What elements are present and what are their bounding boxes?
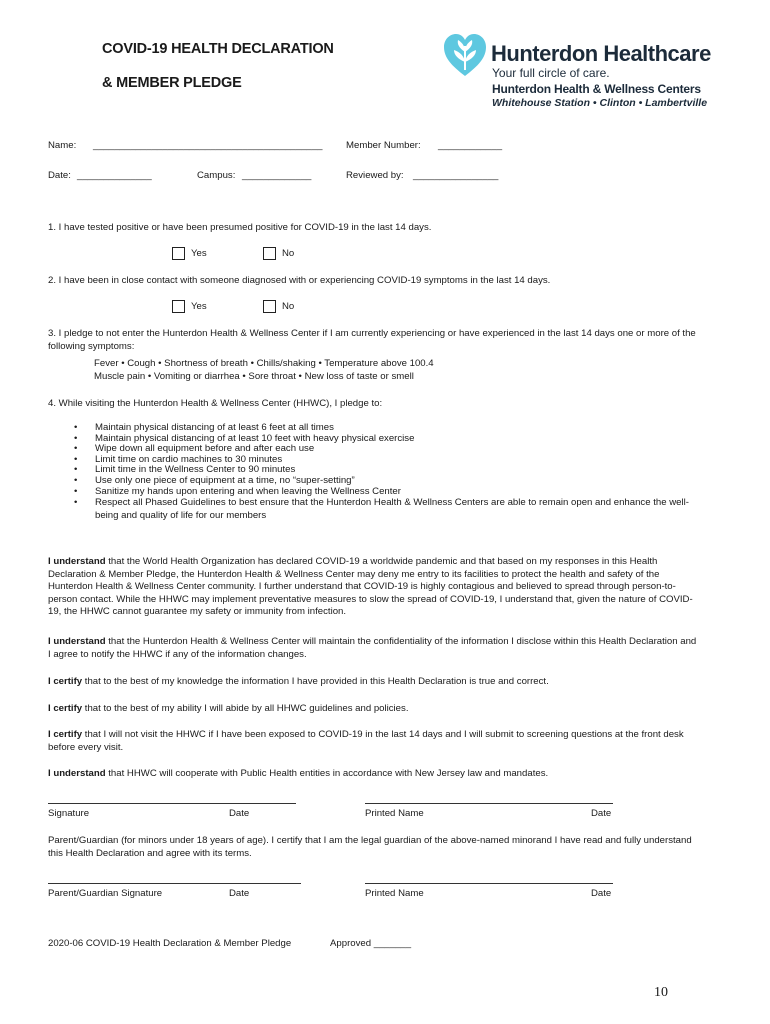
q1-no-checkbox[interactable] xyxy=(263,247,276,260)
heart-logo-icon xyxy=(444,34,486,78)
q2-yes-checkbox[interactable] xyxy=(172,300,185,313)
question-2: 2. I have been in close contact with someone diagnosed with or experiencing COVID-19 symptoms in the last 14 days. xyxy=(48,275,551,286)
title-line-1: COVID-19 HEALTH DECLARATION xyxy=(102,41,334,57)
statement-6-text: that HHWC will cooperate with Public Health entities in accordance with New Jersey law and mandates. xyxy=(105,768,549,779)
q2-no-label: No xyxy=(282,301,295,312)
campus-field[interactable]: _____________ xyxy=(242,170,312,181)
q1-yes-option[interactable] xyxy=(172,247,207,260)
logo-tagline: Your full circle of care. xyxy=(492,66,610,80)
guardian-signature-label: Parent/Guardian Signature xyxy=(48,888,163,899)
page-number: 10 xyxy=(654,985,668,1000)
guardian-statement: Parent/Guardian (for minors under 18 years of age). I certify that I am the legal guardian of the above-named minorand I have read and fully understand this Health Declaration and agree with its terms. xyxy=(48,835,692,859)
statement-5-text: that I will not visit the HHWC if I have been exposed to COVID-19 in the last 14 days and I will submit to screening questions at the front desk before every visit. xyxy=(48,729,684,753)
date-label: Date: xyxy=(48,170,71,181)
statement-5-lead: I certify xyxy=(48,729,83,740)
pledge-list xyxy=(48,423,708,522)
statement-3-text: that to the best of my knowledge the information I have provided in this Health Declaration is true and correct. xyxy=(82,676,549,687)
statement-2-text: that the Hunterdon Health & Wellness Center will maintain the confidentiality of the information I disclose within this Health Declaration and I agree to notify the HHWC if any of the information changes. xyxy=(48,636,697,660)
logo-name: Hunterdon Healthcare xyxy=(491,41,711,66)
statement-1-text: that the World Health Organization has declared COVID-19 a worldwide pandemic and that based on my responses in this Health Declaration & Member Pledge, the Hunterdon Health & Wellness Center may deny me entry to its facilities to protect the health and safety of the Hunterdon Health & Wellness Center community. I further understand that COVID-19 is highly contagious and believed to spread through person-to-person contact. While the HHWC may implement preventative measures to slow the spread of COVID-19, I understand that, given the nature of COVID-19, the HHWC cannot guarantee my safety or immunity from infection. xyxy=(48,556,693,618)
statement-6 xyxy=(48,768,698,781)
statement-2 xyxy=(48,636,698,661)
printed-name-date-label: Date xyxy=(591,808,612,819)
statement-3 xyxy=(48,676,698,689)
guardian-printed-name-line[interactable] xyxy=(365,883,613,884)
q1-yes-checkbox[interactable] xyxy=(172,247,185,260)
printed-name-line[interactable] xyxy=(365,803,613,804)
member-number-label: Member Number: xyxy=(346,140,421,151)
list-item: • Limit time in the Wellness Center to 90 minutes xyxy=(48,465,708,476)
guardian-signature-line[interactable] xyxy=(48,883,301,884)
date-field[interactable]: ______________ xyxy=(77,170,152,181)
statement-1-lead: I understand xyxy=(48,556,106,567)
signature-date-label: Date xyxy=(229,808,250,819)
reviewed-by-field[interactable]: ________________ xyxy=(413,170,499,181)
statement-4-lead: I certify xyxy=(48,703,83,714)
title-line-2: & MEMBER PLEDGE xyxy=(102,75,242,91)
list-item: • Maintain physical distancing of at least 6 feet at all times xyxy=(48,423,708,434)
signature-label: Signature xyxy=(48,808,90,819)
q1-no-label: No xyxy=(282,248,295,259)
list-item: • Maintain physical distancing of at least 10 feet with heavy physical exercise xyxy=(48,434,708,445)
question-1: 1. I have tested positive or have been presumed positive for COVID-19 in the last 14 days. xyxy=(48,222,432,233)
statement-3-lead: I certify xyxy=(48,676,83,687)
name-field[interactable]: ___________________________________________ xyxy=(93,140,323,151)
question-4: 4. While visiting the Hunterdon Health & Wellness Center (HHWC), I pledge to: xyxy=(48,398,383,409)
q2-no-checkbox[interactable] xyxy=(263,300,276,313)
statement-2-lead: I understand xyxy=(48,636,106,647)
statement-5 xyxy=(48,729,698,754)
statement-1 xyxy=(48,556,698,619)
campus-label: Campus: xyxy=(197,170,236,181)
q2-yes-option[interactable] xyxy=(172,300,207,313)
list-item: • Sanitize my hands upon entering and when leaving the Wellness Center xyxy=(48,487,708,498)
q1-yes-label: Yes xyxy=(191,248,207,259)
list-item: • Limit time on cardio machines to 30 minutes xyxy=(48,455,708,466)
statement-6-lead: I understand xyxy=(48,768,106,779)
name-label: Name: xyxy=(48,140,77,151)
document-id: 2020-06 COVID-19 Health Declaration & Member Pledge xyxy=(48,938,292,949)
list-item: • Wipe down all equipment before and after each use xyxy=(48,444,708,455)
list-item: • Respect all Phased Guidelines to best ensure that the Hunterdon Health & Wellness Centers are able to remain open and enhance the well-being and quality of life for our members xyxy=(48,497,708,522)
statement-4-text: that to the best of my ability I will abide by all HHWC guidelines and policies. xyxy=(82,703,409,714)
guardian-printed-date-label: Date xyxy=(591,888,612,899)
q2-no-option[interactable] xyxy=(263,300,294,313)
logo-locations: Whitehouse Station • Clinton • Lambertville xyxy=(492,97,708,109)
question-3: 3. I pledge to not enter the Hunterdon Health & Wellness Center if I am currently experiencing or have experienced in the last 14 days one or more of the following symptoms: xyxy=(48,328,696,352)
guardian-printed-name-label: Printed Name xyxy=(365,888,424,899)
q2-yes-label: Yes xyxy=(191,301,207,312)
q1-no-option[interactable] xyxy=(263,247,294,260)
symptoms-line-2: Muscle pain • Vomiting or diarrhea • Sore throat • New loss of taste or smell xyxy=(94,371,414,382)
member-number-field[interactable]: ____________ xyxy=(438,140,503,151)
symptoms-line-1: Fever • Cough • Shortness of breath • Chills/shaking • Temperature above 100.4 xyxy=(94,358,434,369)
guardian-date-label: Date xyxy=(229,888,250,899)
approved-field: Approved _______ xyxy=(330,938,412,949)
logo-centers: Hunterdon Health & Wellness Centers xyxy=(492,82,701,96)
reviewed-by-label: Reviewed by: xyxy=(346,170,404,181)
printed-name-label: Printed Name xyxy=(365,808,424,819)
signature-line[interactable] xyxy=(48,803,296,804)
list-item: • Use only one piece of equipment at a time, no “super-setting” xyxy=(48,476,708,487)
statement-4 xyxy=(48,703,698,716)
